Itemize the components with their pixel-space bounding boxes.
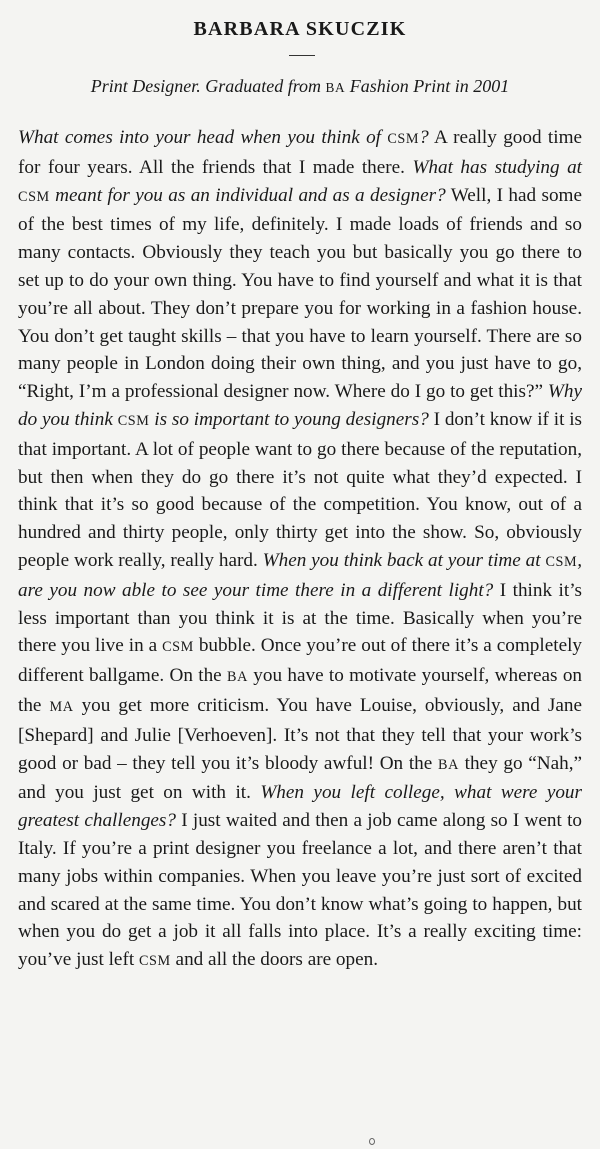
question-2: What has studying at CSM meant for you as an individual and as a designer? — [18, 156, 582, 206]
answer-3: I don’t know if it is that important. A lot of people want to go there because of the reputation, but then when they do go there it’s not quite what they’d expected. I think that it’s so good because of the competition. You know, out of a hundred and thirty people, only thirty get into the show. So, obviously people work really, really hard. — [18, 408, 583, 571]
interview-body — [18, 124, 582, 976]
question-5: When you left college, what were your greatest challenges? — [18, 782, 582, 832]
title-divider — [289, 55, 315, 56]
question-4: When you think back at your time at CSM, are you now able to see your time there in a different light? — [18, 549, 583, 601]
subtitle-degree-abbr: BA — [325, 80, 346, 95]
answer-4: I think it’s less important than you think it is at the time. Basically when you’re there you live in a CSM bubble. Once you’re out of there it’s a completely different ballgame. On the BA you have to motivate yourself, whereas on the MA you get more criticism. You have Louise, obviously, and Jane [Shepard] and Julie [Verhoeven]. It’s not that they tell that your work’s good or bad – they tell you it’s bloody awful! On the BA they go “Nah,” and you just get on with it. — [18, 579, 583, 804]
subtitle — [0, 76, 600, 97]
subtitle-text-2: Fashion Print in 2001 — [349, 76, 510, 96]
question-1: What comes into your head when you think of CSM? — [18, 127, 429, 148]
subtitle-text-1: Print Designer. Graduated from — [90, 76, 322, 96]
answer-1: A really good time for four years. All the friends that I made there. — [18, 127, 583, 178]
page-speck-mark — [369, 1138, 375, 1145]
page-title: BARBARA SKUCZIK — [193, 18, 407, 40]
answer-2: Well, I had some of the best times of my life, definitely. I made loads of friends and so many contacts. Obviously they teach you but basically you go there to set up to do your own thing. You have to find yourself and what it is that you’re all about. They don’t prepare you for working in a fashion house. You don’t get taught skills – that you have to learn yourself. There are so many people in London doing their own thing, and you just have to go, “Right, I’m a professional designer now. Where do I go to get this?” — [18, 184, 582, 403]
question-3: Why do you think CSM is so important to young designers? — [18, 381, 582, 430]
answer-5: I just waited and then a job came along so I went to Italy. If you’re a print designer you freelance a lot, and there aren’t that many jobs within companies. When you leave you’re just sort of excited and scared at the same time. You don’t know what’s going to happen, but when you do get a job it all falls into place. It’s a really exciting time: you’ve just left CSM and all the doors are open. — [18, 810, 582, 971]
